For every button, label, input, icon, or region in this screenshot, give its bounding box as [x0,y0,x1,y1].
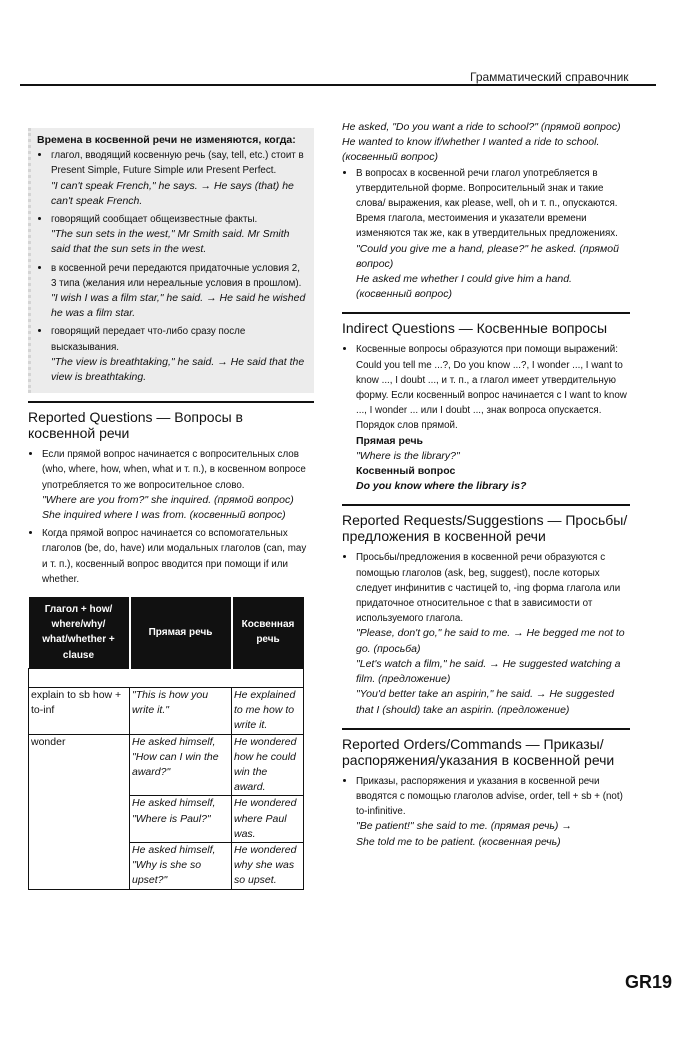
list-item: • в косвенной речи передаются придаточные условия 2, 3 типа (желания или нереальные условия в прошлом). "I wish I was a film star," he said. → He said he wished he was a film star. [51,261,308,322]
example-line: He wanted to know if/whether I wanted a ride to school. (косвенный вопрос) [342,136,600,164]
tenses-box-title: Времена в косвенной речи не изменяются, когда: [37,134,296,146]
indirect-questions-list [342,342,630,494]
table-cell: "This is how you write it." [130,687,232,734]
table-header-row [29,597,304,668]
tenses-box [28,128,314,393]
section-heading-orders: Reported Orders/Commands — Приказы/распоряжения/указания в косвенной речи [342,728,630,768]
table-header: Косвенная речь [232,597,304,668]
page-number: GR19 [624,972,672,992]
list-item: • говорящий передает что-либо сразу после высказывания. "The view is breathtaking," he said. → He said that the view is breathtaking. [51,324,308,385]
grammar-table [28,597,304,889]
reported-questions-list [28,447,314,587]
table-row [29,687,304,734]
table-cell: explain to sb how + to-inf [29,687,130,734]
table-cell: He wondered why she was so upset. [232,842,304,889]
table-header: Глагол + how/ where/why/ what/whether + clause [29,597,130,668]
requests-list [342,550,630,717]
section-heading-indirect-questions: Indirect Questions — Косвенные вопросы [342,312,630,336]
example-line: He asked, "Do you want a ride to school?" (прямой вопрос) [342,121,621,133]
table-row [29,734,304,796]
section-heading-requests: Reported Requests/Suggestions — Просьбы/предложения в косвенной речи [342,504,630,544]
table-cell: He wondered how he could win the award. [232,734,304,796]
list-item: • Косвенные вопросы образуются при помощи выражений: Could you tell me ...?, Do you know ...?, I wonder ..., I want to know ..., I doubt ..., и т. п., а глагол имеет утвердительную форму. Если косвенный вопрос начинается с I want to know ..., I wonder ... или I doubt ..., знак вопроса опускается. Порядок слов прямой. Прямая речь "Where is the library?" Косвенный вопрос Do you know where the library is? [356,342,630,494]
list-item: • говорящий сообщает общеизвестные факты. "The sun sets in the west," Mr Smith said. Mr Smith said that the sun sets in the west. [51,212,308,258]
list-item: • Просьбы/предложения в косвенной речи образуются с помощью глаголов (ask, beg, suggest), после которых следует инфинитив с частицей to, -ing форма глагола или придаточное относительное с that в зависимости от используемого глагола. "Please, don't go," he said to me. → He begged me not to go. (просьба) "Let's watch a film," he said. → He suggested watching a film. (предложение) "You'd better take an aspirin," he said. → He suggested that I (should) take an aspirin. (предложение) [356,550,630,717]
running-title: Грамматический справочник [470,70,629,84]
section-heading-reported-questions: Reported Questions — Вопросы в косвенной речи [28,401,314,441]
list-item: • Если прямой вопрос начинается с вопросительных слов (who, where, how, when, what и т. п.), в косвенном вопросе употребляется то же вопросительное слово. "Where are you from?" she inquired. (прямой вопрос) She inquired where I was from. (косвенный вопрос) [42,447,314,523]
list-item: • глагол, вводящий косвенную речь (say, tell, etc.) стоит в Present Simple, Future Simple или Present Perfect. "I can't speak French," he says. → He says (that) he can't speak French. [51,148,308,209]
right-top-list [342,166,630,303]
tenses-list [37,148,308,385]
table-cell: He explained to me how to write it. [232,687,304,734]
left-column [28,128,314,890]
right-column [342,120,630,853]
list-item: • Приказы, распоряжения и указания в косвенной речи вводятся с помощью глаголов advise, order, tell + sb + (not) to-infinitive. "Be patient!" she said to me. (прямая речь) → She told me to be patient. (косвенная речь) [356,774,630,850]
header-rule [20,84,656,86]
table-cell: He asked himself, "Where is Paul?" [130,796,232,843]
list-item: • Когда прямой вопрос начинается со вспомогательных глаголов (be, do, have) или модальных глаголов (can, may и т. п.), косвенный вопрос вводится при помощи if или whether. [42,526,314,587]
table-cell: He wondered where Paul was. [232,796,304,843]
orders-list [342,774,630,850]
table-cell: He asked himself, "Why is she so upset?" [130,842,232,889]
table-header: Прямая речь [130,597,232,668]
list-item: • В вопросах в косвенной речи глагол употребляется в утвердительной форме. Вопросительный знак и такие слова/ выражения, как please, well, oh и т. п., опускаются. Время глагола, местоимения и указатели времени изменяются так же, как в утвердительных предложениях. "Could you give me a hand, please?" he asked. (прямой вопрос) He asked me whether I could give him a hand. (косвенный вопрос) [356,166,630,303]
table-cell: He asked himself, "How can I win the award?" [130,734,232,796]
table-cell: wonder [29,734,130,889]
